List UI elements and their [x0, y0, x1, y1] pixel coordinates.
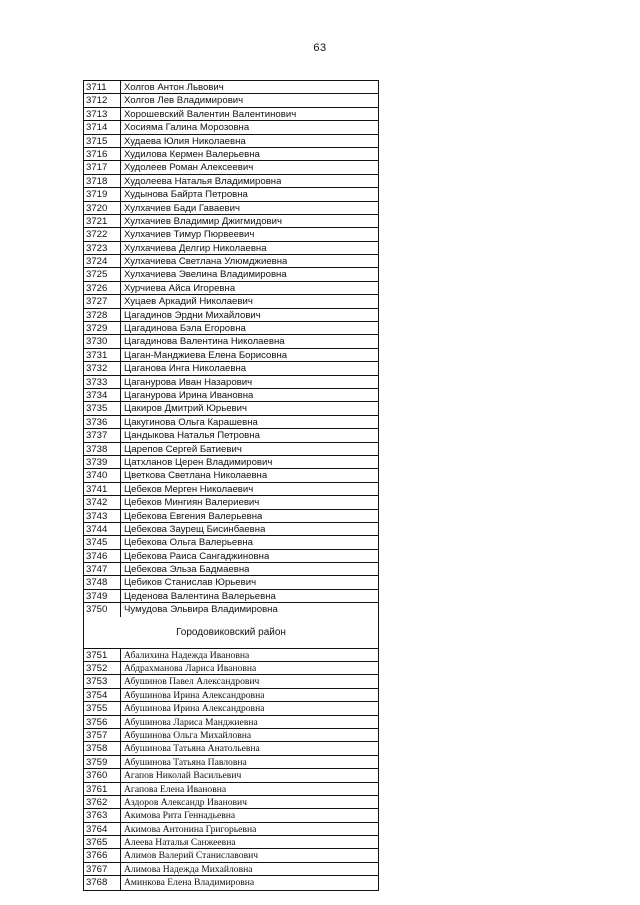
table-row: [84, 322, 378, 335]
table-row: [84, 729, 378, 742]
table-row: [84, 295, 378, 308]
row-full-name: Цаган-Манджиева Елена Борисовна: [124, 349, 288, 361]
table-row: [84, 242, 378, 255]
row-full-name: Хуцаев Аркадий Николаевич: [124, 296, 253, 308]
row-number: 3752: [84, 662, 121, 674]
row-number: 3728: [84, 309, 121, 321]
row-number: 3743: [84, 510, 121, 522]
row-number: 3730: [84, 335, 121, 347]
table-section-b: [84, 649, 378, 890]
row-number: 3746: [84, 550, 121, 562]
row-number: 3762: [84, 796, 121, 808]
row-full-name: Абушинова Татьяна Павловна: [124, 756, 247, 768]
table-row: [84, 376, 378, 389]
table-row: [84, 215, 378, 228]
table-row: [84, 510, 378, 523]
row-number: 3755: [84, 702, 121, 714]
table-row: [84, 742, 378, 755]
row-number: 3716: [84, 148, 121, 160]
row-number: 3745: [84, 536, 121, 548]
row-number: 3732: [84, 362, 121, 374]
row-number: 3759: [84, 756, 121, 768]
row-full-name: Цагадинова Валентина Николаевна: [124, 336, 285, 348]
table-row: [84, 161, 378, 174]
row-full-name: Цакугинова Ольга Карашевна: [124, 416, 258, 428]
row-full-name: Абушинова Ольга Михайловна: [124, 729, 252, 741]
row-full-name: Хосияма Галина Морозовна: [124, 122, 250, 134]
row-full-name: Хулхачиев Бади Гаваевич: [124, 202, 241, 214]
row-number: 3729: [84, 322, 121, 334]
row-number: 3740: [84, 469, 121, 481]
page-number: 63: [313, 42, 327, 54]
row-full-name: Цебекова Евгения Валерьевна: [124, 510, 263, 522]
row-number: 3765: [84, 836, 121, 848]
table-row: [84, 702, 378, 715]
table-row: [84, 716, 378, 729]
row-number: 3736: [84, 416, 121, 428]
row-number: 3742: [84, 496, 121, 508]
table-row: [84, 783, 378, 796]
row-full-name: Цаганурова Иван Назарович: [124, 376, 253, 388]
row-full-name: Хулхачиева Делгир Николаевна: [124, 242, 267, 254]
row-full-name: Цатхланов Церен Владимирович: [124, 456, 273, 468]
table-row: [84, 849, 378, 862]
row-full-name: Цебиков Станислав Юрьевич: [124, 577, 257, 589]
table-row: [84, 590, 378, 603]
row-number: 3768: [84, 876, 121, 889]
row-full-name: Абушинова Лариса Манджиевна: [124, 716, 258, 728]
table-row: [84, 796, 378, 809]
row-number: 3719: [84, 188, 121, 200]
row-full-name: Худолеев Роман Алексеевич: [124, 162, 254, 174]
table-row: [84, 876, 378, 889]
row-full-name: Худилова Кермен Валерьевна: [124, 148, 260, 160]
row-number: 3756: [84, 716, 121, 728]
row-full-name: Агапов Николай Васильевич: [124, 770, 242, 782]
row-number: 3717: [84, 161, 121, 173]
row-number: 3724: [84, 255, 121, 267]
table-row: [84, 563, 378, 576]
table-row: [84, 228, 378, 241]
row-number: 3712: [84, 94, 121, 106]
row-full-name: Цаганурова Ирина Ивановна: [124, 389, 254, 401]
table-row: [84, 576, 378, 589]
row-number: 3747: [84, 563, 121, 575]
table-row: [84, 443, 378, 456]
row-number: 3764: [84, 823, 121, 835]
row-number: 3761: [84, 783, 121, 795]
row-number: 3767: [84, 863, 121, 875]
row-full-name: Абушинов Павел Александрович: [124, 676, 260, 688]
table-row: [84, 335, 378, 348]
row-full-name: Агапова Елена Ивановна: [124, 783, 227, 795]
row-number: 3733: [84, 376, 121, 388]
table-row: [84, 550, 378, 563]
row-full-name: Хорошевский Валентин Валентинович: [124, 108, 297, 120]
row-full-name: Абушинова Ирина Александровна: [124, 689, 265, 701]
row-number: 3757: [84, 729, 121, 741]
row-full-name: Цебекова Заурещ Бисинбаевна: [124, 523, 266, 535]
table-row: [84, 362, 378, 375]
row-number: 3727: [84, 295, 121, 307]
table-row: [84, 175, 378, 188]
row-number: 3718: [84, 175, 121, 187]
row-full-name: Цебеков Мерген Николаевич: [124, 483, 254, 495]
table-row: [84, 148, 378, 161]
row-number: 3721: [84, 215, 121, 227]
row-full-name: Цебекова Раиса Сангаджиновна: [124, 550, 270, 562]
row-number: 3754: [84, 689, 121, 701]
row-full-name: Акимова Антонина Григорьевна: [124, 823, 257, 835]
row-full-name: Хулхачиева Эвелина Владимировна: [124, 269, 287, 281]
table-row: [84, 81, 378, 94]
row-number: 3758: [84, 742, 121, 754]
row-full-name: Алимов Валерий Станиславович: [124, 850, 259, 862]
district-heading: Городовиковский район: [84, 617, 378, 649]
table-row: [84, 863, 378, 876]
table-row: [84, 282, 378, 295]
table-section-a: [84, 81, 378, 617]
row-full-name: Аздоров Александр Иванович: [124, 796, 247, 808]
table-row: [84, 402, 378, 415]
row-full-name: Цагадинов Эрдни Михайлович: [124, 309, 261, 321]
row-full-name: Царепов Сергей Батиевич: [124, 443, 242, 455]
table-row: [84, 469, 378, 482]
row-full-name: Холгов Лев Владимирович: [124, 95, 244, 107]
table-row: [84, 121, 378, 134]
table-row: [84, 523, 378, 536]
table-row: [84, 94, 378, 107]
row-full-name: Цебекова Ольга Валерьевна: [124, 537, 253, 549]
row-number: 3766: [84, 849, 121, 861]
row-full-name: Акимова Рита Геннадьевна: [124, 810, 236, 822]
row-number: 3760: [84, 769, 121, 781]
table-row: [84, 823, 378, 836]
row-full-name: Цакиров Дмитрий Юрьевич: [124, 403, 248, 415]
row-full-name: Цаганова Инга Николаевна: [124, 363, 247, 375]
table-row: [84, 429, 378, 442]
table-row: [84, 135, 378, 148]
row-number: 3715: [84, 135, 121, 147]
table-row: [84, 689, 378, 702]
row-full-name: Хулхачиева Светлана Улюмджиевна: [124, 256, 288, 268]
row-number: 3711: [84, 81, 121, 93]
row-number: 3750: [84, 603, 121, 616]
table-row: [84, 483, 378, 496]
row-number: 3734: [84, 389, 121, 401]
table-row: [84, 662, 378, 675]
row-number: 3725: [84, 268, 121, 280]
row-number: 3749: [84, 590, 121, 602]
table-row: [84, 416, 378, 429]
row-full-name: Алимова Надежда Михайловна: [124, 863, 253, 875]
table-row: [84, 809, 378, 822]
table-row: [84, 255, 378, 268]
table-row: [84, 202, 378, 215]
row-full-name: Чумудова Эльвира Владимировна: [124, 604, 278, 616]
table-row: [84, 649, 378, 662]
table-row: [84, 675, 378, 688]
table-row: [84, 268, 378, 281]
row-number: 3722: [84, 228, 121, 240]
table-row: [84, 536, 378, 549]
row-full-name: Худаева Юлия Николаевна: [124, 135, 246, 147]
row-number: 3751: [84, 649, 121, 661]
table-row: [84, 769, 378, 782]
row-number: 3713: [84, 108, 121, 120]
row-full-name: Худынова Байрта Петровна: [124, 189, 248, 201]
row-full-name: Аминкова Елена Владимировна: [124, 877, 255, 889]
names-table: [83, 80, 379, 891]
row-full-name: Алеева Наталья Санжеевна: [124, 837, 236, 849]
row-full-name: Абдрахманова Лариса Ивановна: [124, 663, 257, 675]
row-number: 3744: [84, 523, 121, 535]
row-full-name: Цебеков Мингиян Валериевич: [124, 497, 260, 509]
table-row: [84, 456, 378, 469]
row-number: 3741: [84, 483, 121, 495]
row-full-name: Абушинова Татьяна Анатольевна: [124, 743, 260, 755]
table-row: [84, 108, 378, 121]
row-number: 3737: [84, 429, 121, 441]
row-full-name: Хулхачиев Тимур Пюрвеевич: [124, 229, 255, 241]
table-row: [84, 496, 378, 509]
row-number: 3738: [84, 443, 121, 455]
row-full-name: Абалихина Надежда Ивановна: [124, 649, 250, 661]
row-full-name: Худолеева Наталья Владимировна: [124, 175, 282, 187]
row-full-name: Цветкова Светлана Николаевна: [124, 470, 268, 482]
table-row: [84, 603, 378, 616]
table-row: [84, 349, 378, 362]
row-number: 3714: [84, 121, 121, 133]
table-row: [84, 756, 378, 769]
row-number: 3739: [84, 456, 121, 468]
row-number: 3723: [84, 242, 121, 254]
row-full-name: Цагадинова Бэла Егоровна: [124, 323, 246, 335]
row-full-name: Цандыкова Наталья Петровна: [124, 430, 260, 442]
table-row: [84, 389, 378, 402]
table-row: [84, 188, 378, 201]
row-number: 3748: [84, 576, 121, 588]
row-number: 3735: [84, 402, 121, 414]
row-number: 3753: [84, 675, 121, 687]
row-number: 3726: [84, 282, 121, 294]
row-full-name: Цеденова Валентина Валерьевна: [124, 590, 276, 602]
row-number: 3720: [84, 202, 121, 214]
row-full-name: Холгов Антон Львович: [124, 82, 224, 93]
row-full-name: Хурчиева Айса Игоревна: [124, 282, 236, 294]
table-row: [84, 309, 378, 322]
row-number: 3731: [84, 349, 121, 361]
row-full-name: Хулхачиев Владимир Джигмидович: [124, 215, 283, 227]
row-full-name: Цебекова Эльза Бадмаевна: [124, 564, 250, 576]
row-full-name: Абушинова Ирина Александровна: [124, 703, 265, 715]
table-row: [84, 836, 378, 849]
row-number: 3763: [84, 809, 121, 821]
